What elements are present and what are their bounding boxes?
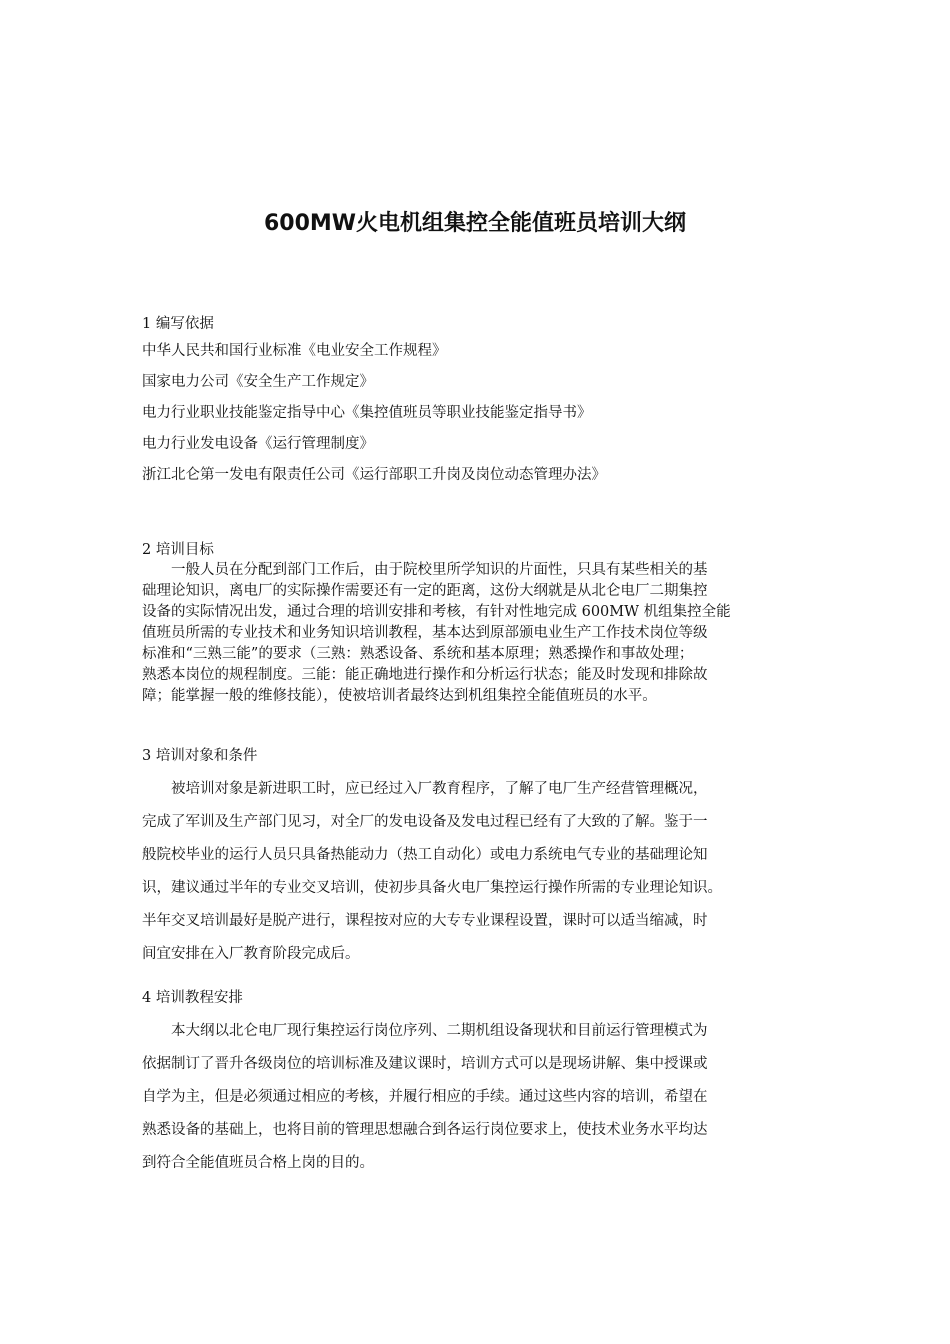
reference-item: 电力行业职业技能鉴定指导中心《集控值班员等职业技能鉴定指导书》: [142, 405, 592, 421]
paragraph-line: 自学为主，但是必须通过相应的考核，并履行相应的手续。通过这些内容的培训，希望在: [142, 1089, 708, 1105]
page-title: 600MW火电机组集控全能值班员培训大纲: [263, 211, 687, 236]
paragraph: [142, 560, 822, 707]
reference-item: 电力行业发电设备《运行管理制度》: [142, 436, 374, 452]
section-trainees: [142, 746, 822, 971]
section-basis: [142, 314, 822, 491]
reference-item: 国家电力公司《安全生产工作规定》: [142, 374, 374, 390]
paragraph-line: 半年交叉培训最好是脱产进行，课程按对应的大专专业课程设置，课时可以适当缩减，时: [142, 913, 708, 929]
paragraph-line: 设备的实际情况出发，通过合理的培训安排和考核，有针对性地完成 600MW 机组集控全能: [142, 604, 731, 620]
section-heading: 4 培训教程安排: [142, 990, 243, 1006]
paragraph: [142, 773, 822, 971]
reference-item: 浙江北仑第一发电有限责任公司《运行部职工升岗及岗位动态管理办法》: [142, 467, 606, 483]
paragraph-line: 一般人员在分配到部门工作后，由于院校里所学知识的片面性，只具有某些相关的基: [171, 562, 708, 578]
paragraph-line: 熟悉设备的基础上，也将目前的管理思想融合到各运行岗位要求上，使技术业务水平均达: [142, 1122, 708, 1138]
paragraph: [142, 1015, 822, 1180]
paragraph-line: 被培训对象是新进职工时，应已经过入厂教育程序，了解了电厂生产经营管理概况，: [171, 781, 708, 797]
section-course-arrangement: [142, 988, 822, 1180]
reference-item: 中华人民共和国行业标准《电业安全工作规程》: [142, 343, 447, 359]
section-training-goal: [142, 540, 822, 707]
paragraph-line: 般院校毕业的运行人员只具备热能动力（热工自动化）或电力系统电气专业的基础理论知: [142, 847, 708, 863]
section-heading: 2 培训目标: [142, 542, 214, 558]
paragraph-line: 到符合全能值班员合格上岗的目的。: [142, 1155, 374, 1171]
paragraph-line: 间宜安排在入厂教育阶段完成后。: [142, 946, 360, 962]
paragraph-line: 依据制订了晋升各级岗位的培训标准及建议课时，培训方式可以是现场讲解、集中授课或: [142, 1056, 708, 1072]
paragraph-line: 本大纲以北仑电厂现行集控运行岗位序列、二期机组设备现状和目前运行管理模式为: [171, 1023, 708, 1039]
paragraph-line: 识，建议通过半年的专业交叉培训，使初步具备火电厂集控运行操作所需的专业理论知识。: [142, 880, 722, 896]
paragraph-line: 值班员所需的专业技术和业务知识培训教程，基本达到原部颁电业生产工作技术岗位等级: [142, 625, 708, 641]
paragraph-line: 础理论知识，离电厂的实际操作需要还有一定的距离，这份大纲就是从北仑电厂二期集控: [142, 583, 708, 599]
paragraph-line: 标准和“三熟三能”的要求（三熟：熟悉设备、系统和基本原理；熟悉操作和事故处理；: [142, 646, 694, 662]
reference-list: [142, 336, 822, 491]
paragraph-line: 熟悉本岗位的规程制度。三能：能正确地进行操作和分析运行状态；能及时发现和排除故: [142, 667, 708, 683]
section-heading: 3 培训对象和条件: [142, 748, 258, 764]
section-heading: 1 编写依据: [142, 316, 214, 332]
paragraph-line: 障；能掌握一般的维修技能），使被培训者最终达到机组集控全能值班员的水平。: [142, 688, 657, 704]
paragraph-line: 完成了军训及生产部门见习，对全厂的发电设备及发电过程已经有了大致的了解。鉴于一: [142, 814, 708, 830]
